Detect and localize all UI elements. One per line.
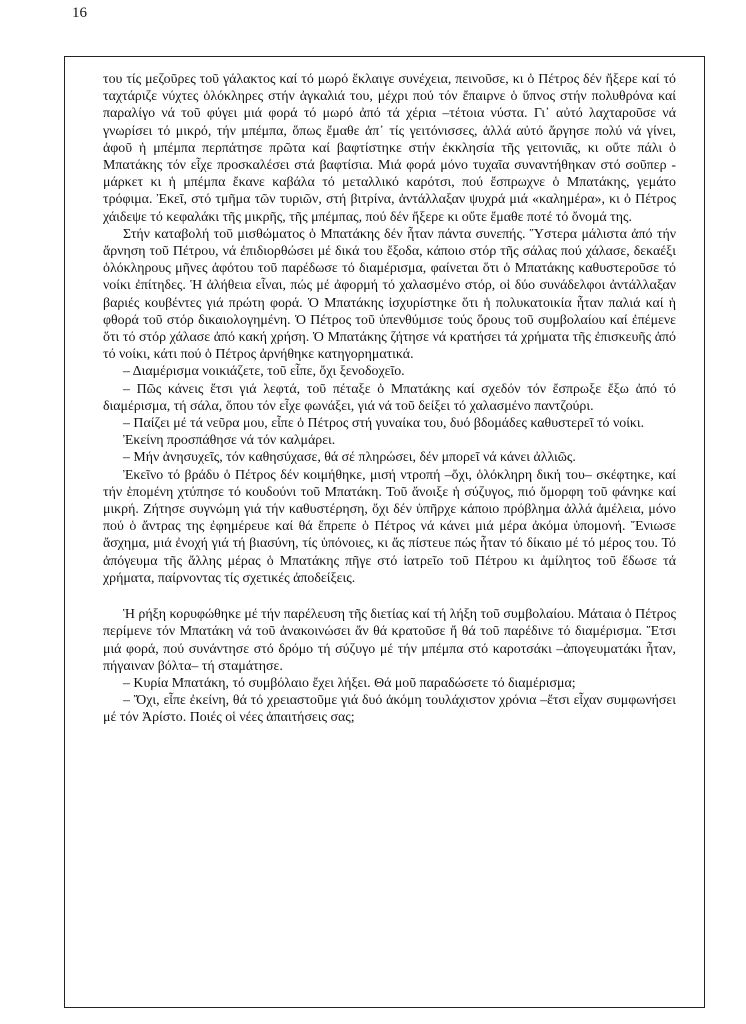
- dialog-line-4: – Μήν ἀνησυχεῖς, τόν καθησύχασε, θά σέ πληρώσει, δέν μπορεῖ νά κάνει ἀλλιῶς.: [123, 450, 576, 466]
- paragraph-3: Ἐκείνη προσπάθησε νά τόν καλμάρει.: [123, 433, 336, 449]
- dialog-line-2: – Πῶς κάνεις ἔτσι γιά λεφτά, τοῦ πέταξε ὁ Μπατάκης καί σχεδόν τόν ἔσπρωξε ἔξω ἀπό τό διαμέρισμα, τή σάλα, ὅπου τόν εἶχε φωνάξει, γιά νά τοῦ δείξει τό χαλασμένο παντζούρι.: [103, 381, 676, 414]
- paragraph-2: Στήν καταβολή τοῦ μισθώματος ὁ Μπατάκης δέν ἦταν πάντα συνεπής. Ὕστερα μάλιστα ἀπό τήν ἄρνηση τοῦ Πέτρου, νά ἐπιδιορθώσει μέ δικά του ἔξοδα, κάποιο στόρ τῆς σάλας πού χάλασε, δεκαέξι ὁλόκληρους μῆνες ἀφότου τοῦ παρέδωσε τό διαμέρισμα, φαίνεται ὅτι ὁ Μπατάκης καθυστεροῦσε τό νοίκι ἐπίτηδες. Ἡ ἀλήθεια εἶναι, πώς μέ ἀφορμή τό χαλασμένο στόρ, οἱ δύο συνάδελφοι ἀντάλλαξαν βαριές κουβέντες γιά πρώτη φορά. Ὁ Μπατάκης ἰσχυρίστηκε ὅτι ἡ πολυκατοικία ἦταν παλιά καί ἡ φθορά τοῦ στόρ δικαιολογημένη. Ὁ Πέτρος τοῦ ὑπενθύμισε τούς ὅρους τοῦ συμβολαίου καί ἐπέμενε ὅτι τό στόρ χάλασε ἀπό κακή χρήση. Ὁ Μπατάκης ζήτησε νά κρατήσει τά χρήματα τῆς ἐπισκευῆς ἀπό τό νοίκι, κάτι πού ὁ Πέτρος ἀρνήθηκε κατηγορηματικά.: [103, 226, 676, 363]
- paragraph-1: του τίς μεζοῦρες τοῦ γάλακτος καί τό μωρό ἔκλαιγε συνέχεια, πεινοῦσε, κι ὁ Πέτρος δέν ἤξερε καί τό ταχτάριζε νύχτες ὁλόκληρες στήν ἀγκαλιά του, μέχρι πού τόν ἔπαιρνε ὁ ὕπνος στήν πολυθρόνα καί παραλίγο νά τοῦ φύγει μιά φορά τό μωρό ἀπό τά χέρια –τέτοια νύστα. Γι᾽ αὐτό λαχταροῦσε νά γνωρίσει τό μικρό, τήν μπέμπα, ὅπως ἔμαθε ἀπ᾽ τίς γειτόνισσες, ἀλλά αὐτό ἄργησε πολύ νά γίνει, ἀφοῦ ἡ μπέμπα περπάτησε πρῶτα καί βαφτίστηκε στήν ἐκκλησία τῆς γειτονιᾶς, κι οὔτε πάλι ὁ Μπατάκης τόν εἶχε προσκαλέσει στά βαφτίσια. Μιά φορά μόνο τυχαῖα συναντήθηκαν στό σοῦπερ - μάρκετ κι ἡ μπέμπα ἔκανε καβάλα τό μεταλλικό καρότσι, πού ἔσπρωχνε ὁ Μπατάκης, γεμάτο τρόφιμα. Ἐκεῖ, στό τμῆμα τῶν τυριῶν, στή βιτρίνα, ἀντάλλαξαν ψυχρά μιά «καλημέρα», κι ὁ Πέτρος χάιδεψε τό κεφαλάκι τῆς μικρῆς, τῆς μπέμπας, πού δέν ἤξερε κι οὔτε ἔμαθε ποτέ τό ὄνομά της.: [103, 72, 676, 225]
- body-text: [103, 71, 676, 727]
- dialog-line-5: – Κυρία Μπατάκη, τό συμβόλαιο ἔχει λήξει. Θά μοῦ παραδώσετε τό διαμέρισμα;: [123, 675, 576, 691]
- page-number: 16: [72, 5, 87, 21]
- paragraph-4: Ἐκεῖνο τό βράδυ ὁ Πέτρος δέν κοιμήθηκε, μισή ντροπή –ὄχι, ὁλόκληρη δική του– σκέφτηκε, καί τήν ἑπομένη χτύπησε τό κουδούνι τοῦ Μπατάκη. Τοῦ ἄνοιξε ἡ σύζυγος, πιό ὄμορφη τοῦ φάνηκε καί μικρή. Ζήτησε συγνώμη γιά τήν καθυστέρηση, ὄχι δέν ὑπῆρχε κάποιο πρόβλημα ἀλλά ἀμέλεια, μόνο πού ὁ ἄντρας της ἐφημέρευε καί θά ἔπρεπε ὁ Πέτρος νά κάνει μιά μέρα ἀκόμα ὑπομονή. Ἔνιωσε ἄσχημα, μιά ἐνοχή γιά τή βιασύνη, τίς ὑπόνοιες, κι ἄς πίστευε πώς ἦταν τό δίκαιο μέ τό μέρος του. Τό ἀπόγευμα τῆς ἄλλης μέρας ὁ Μπατάκης πῆγε στό ἰατρεῖο τοῦ Πέτρου κι ἀμίλητος τοῦ ἔδωσε τά χρήματα, παίρνοντας τίς σχετικές ἀποδείξεις.: [103, 467, 676, 586]
- dialog-line-3: – Παίζει μέ τά νεῦρα μου, εἶπε ὁ Πέτρος στή γυναίκα του, δυό βδομάδες καθυστερεῖ τό νοίκι.: [123, 416, 645, 432]
- paragraph-5: Ἡ ρήξη κορυφώθηκε μέ τήν παρέλευση τῆς διετίας καί τή λήξη τοῦ συμβολαίου. Μάταια ὁ Πέτρος περίμενε τόν Μπατάκη νά τοῦ ἀνακοινώσει ἄν θά κρατοῦσε ἤ θά τοῦ παρέδινε τό διαμέρισμα. Ἔτσι μιά φορά, πού συνάντησε στό δρόμο τή σύζυγο μέ τήν μπέμπα στό καροτσάκι –ἀπογευματάκι ἦταν, πήγαιναν βόλτα– τή σταμάτησε.: [103, 607, 676, 674]
- dialog-line-1: – Διαμέρισμα νοικιάζετε, τοῦ εἶπε, ὄχι ξενοδοχεῖο.: [123, 364, 405, 380]
- dialog-line-6: – Ὄχι, εἶπε ἐκείνη, θά τό χρειαστοῦμε γιά δυό ἀκόμη τουλάχιστον χρόνια –ἔτσι εἶχαν συμφωνήσει μέ τόν Ἀρίστο. Ποιές οἱ νέες ἀπαιτήσεις σας;: [103, 693, 676, 726]
